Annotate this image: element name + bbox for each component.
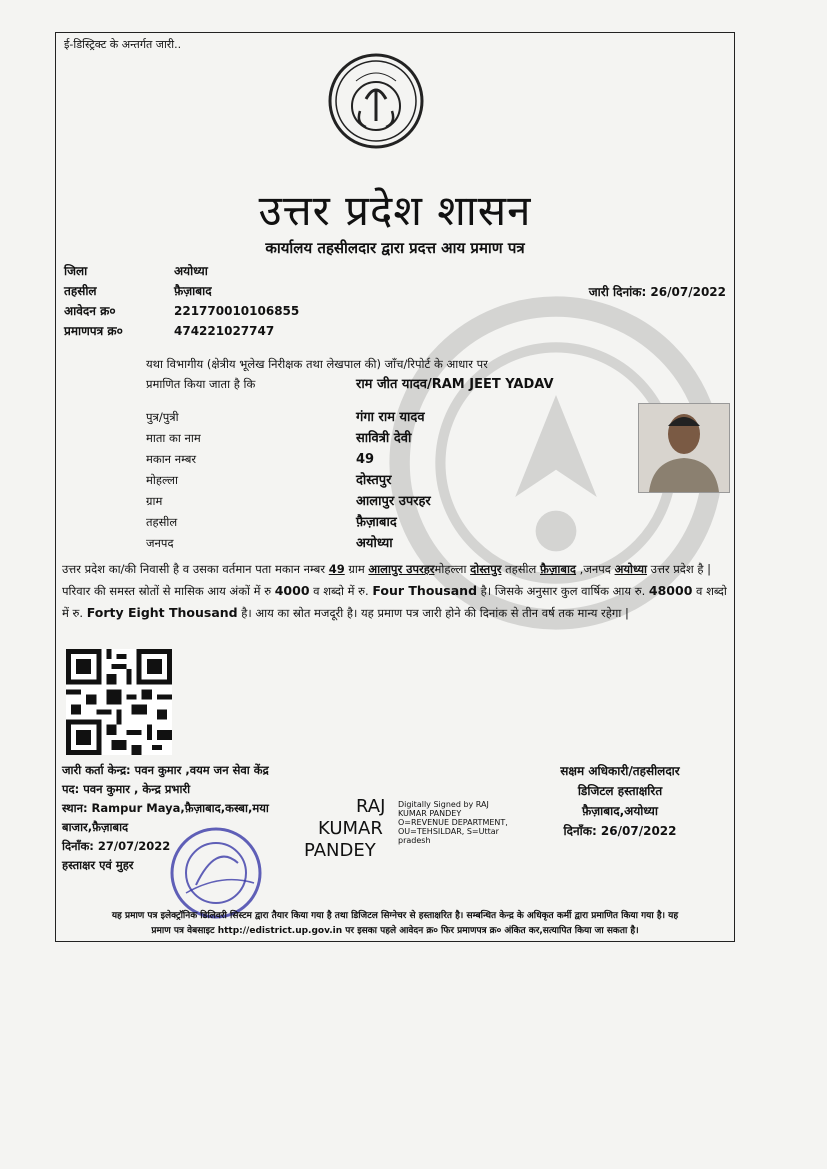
detail-label: पुत्र/पुत्री	[146, 410, 179, 424]
certificate-frame	[55, 32, 735, 942]
issuer-post: पद: पवन कुमार , केन्द्र प्रभारी	[62, 782, 191, 796]
detail-row	[146, 431, 556, 452]
district-name: अयोध्या	[614, 562, 647, 576]
paragraph-text: व शब्दो में रु.	[62, 584, 727, 620]
up-government-emblem-icon	[326, 51, 426, 151]
top-note: ई-डिस्ट्रिक्ट के अन्तर्गत जारी..	[64, 38, 182, 51]
authority-date: दिनाँक: 26/07/2022	[563, 824, 677, 838]
meta-label: प्रमाणपत्र क्र०	[64, 324, 123, 338]
details-list	[146, 377, 556, 557]
detail-row	[146, 452, 556, 473]
footer-line1: यह प्रमाण पत्र इलेक्ट्रॉनिक डिलिवरी सिस्टम द्वारा तैयार किया गया है तथा डिजिटल सिग्नेचर से हस्ताक्षरित है। सम्बन्धित केन्द्र के अधिकृत कर्मी द्वारा प्रमाणित किया गया है। यह	[111, 911, 679, 921]
authority-line3: फ़ैज़ाबाद,अयोध्या	[582, 804, 658, 818]
detail-row	[146, 515, 556, 536]
house-number: 49	[328, 562, 345, 576]
detail-row	[146, 473, 556, 494]
detail-label: ग्राम	[146, 494, 163, 508]
signature-details: Digitally Signed by RAJ KUMAR PANDEY O=REVENUE DEPARTMENT, OU=TEHSILDAR, S=Uttar pradesh	[398, 800, 508, 845]
certificate-meta	[64, 261, 299, 341]
detail-value: गंगा राम यादव	[356, 410, 425, 425]
detail-value: सावित्री देवी	[356, 431, 412, 446]
detail-value: 49	[356, 452, 375, 467]
detail-value: राम जीत यादव/RAM JEET YADAV	[356, 377, 554, 392]
paragraph-text: तहसील	[501, 562, 540, 576]
qr-code-icon	[66, 649, 172, 755]
authority-line1: सक्षम अधिकारी/तहसीलदार	[560, 764, 680, 778]
meta-value: अयोध्या	[174, 264, 208, 278]
certificate-subtitle: कार्यालय तहसीलदार द्वारा प्रदत्त आय प्रमाण पत्र	[265, 239, 525, 257]
detail-row	[146, 536, 556, 557]
meta-label: तहसील	[64, 284, 97, 298]
detail-label: मोहल्ला	[146, 473, 178, 487]
detail-label: मकान नम्बर	[146, 452, 197, 466]
applicant-photo	[638, 403, 730, 493]
issuer-sign: हस्ताक्षर एवं मुहर	[62, 858, 134, 872]
meta-label: आवेदन क्र०	[64, 304, 116, 318]
tehsil-name: फ़ैज़ाबाद	[540, 562, 577, 576]
monthly-income-words: Four Thousand	[372, 583, 478, 598]
detail-label: प्रमाणित किया जाता है कि	[146, 377, 256, 391]
meta-value: फ़ैज़ाबाद	[174, 284, 212, 298]
authority-line2: डिजिटल हस्ताक्षरित	[577, 784, 663, 798]
annual-income: 48000	[648, 583, 693, 598]
footer-note	[60, 909, 730, 939]
issuer-center: जारी कर्ता केन्द्र: पवन कुमार ,वयम जन सेवा केंद्र	[62, 763, 269, 777]
issuer-date: दिनाँक: 27/07/2022	[62, 839, 171, 853]
page-title: उत्तर प्रदेश शासन	[258, 186, 532, 235]
detail-label: जनपद	[146, 536, 174, 550]
detail-row	[146, 494, 556, 515]
meta-label: जिला	[64, 264, 88, 278]
paragraph-text: उत्तर प्रदेश का/की निवासी है व उसका वर्तमान पता मकान नम्बर	[62, 562, 329, 576]
village-name: आलापुर उपरहर	[368, 562, 435, 576]
signer-name-line3: PANDEY	[304, 840, 376, 861]
authority-block	[510, 761, 730, 841]
paragraph-text: ,जनपद	[576, 562, 615, 576]
footer-line2: प्रमाण पत्र वेबसाइट http://edistrict.up.gov.in पर इसका पहले आवेदन क्र० फिर प्रमाणपत्र क्र० अंकित कर,सत्यापित किया जा सकता है।	[151, 926, 639, 936]
monthly-income: 4000	[274, 583, 310, 598]
detail-label: माता का नाम	[146, 431, 201, 445]
paragraph-text: व शब्दो में रु.	[309, 584, 373, 598]
detail-value: आलापुर उपरहर	[356, 494, 431, 509]
annual-income-words: Forty Eight Thousand	[86, 605, 238, 620]
meta-value: 221770010106855	[174, 304, 300, 318]
detail-row	[146, 377, 556, 410]
paragraph-text: है। जिसके अनुसार कुल वार्षिक आय रु.	[477, 584, 649, 598]
meta-value: 474221027747	[174, 324, 275, 338]
issuer-stamp-icon	[166, 823, 266, 923]
detail-value: अयोध्या	[356, 536, 393, 551]
certificate-paragraph	[62, 559, 730, 624]
mohalla-name: दोस्तपुर	[470, 562, 502, 576]
intro-line: यथा विभागीय (क्षेत्रीय भूलेख निरीक्षक तथा लेखपाल की) जाँच/रिपोर्ट के आधार पर	[146, 357, 488, 371]
detail-label: तहसील	[146, 515, 178, 529]
paragraph-text: उत्तर प्रदेश है | परिवार की समस्त स्रोतों से मासिक आय अंकों में रु	[62, 562, 712, 598]
signer-name-line2: KUMAR	[318, 818, 383, 839]
issue-date: जारी दिनांक: 26/07/2022	[588, 285, 726, 299]
detail-value: दोस्तपुर	[356, 473, 392, 488]
paragraph-text: ग्राम	[344, 562, 369, 576]
paragraph-text: है। आय का स्रोत मजदूरी है। यह प्रमाण पत्र जारी होने की दिनांक से तीन वर्ष तक मान्य रहेगा |	[237, 606, 629, 620]
paragraph-text: मोहल्ला	[434, 562, 471, 576]
signer-name-line1: RAJ	[356, 796, 386, 817]
issuer-place: स्थान: Rampur Maya,फ़ैज़ाबाद,कस्बा,मया बाजार,फ़ैज़ाबाद	[62, 801, 269, 834]
detail-value: फ़ैज़ाबाद	[356, 515, 397, 530]
digital-signature	[304, 796, 508, 866]
detail-row	[146, 410, 556, 431]
